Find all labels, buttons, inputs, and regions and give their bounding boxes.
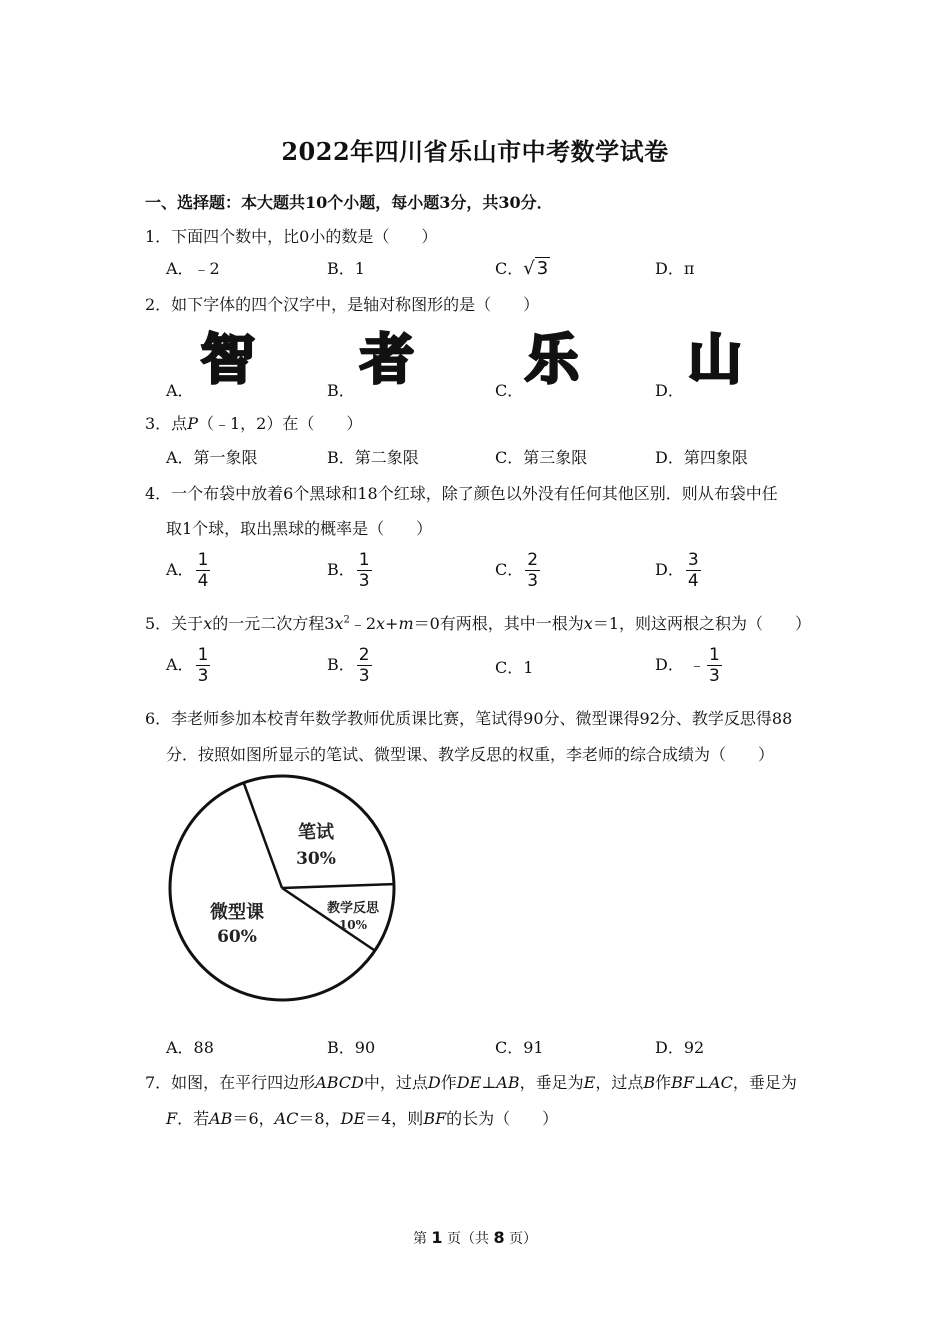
question-5-stem: 5．关于x的一元二次方程$3x^2﹣2x+m=0$有两根，其中一根为x＝1，则这两根之积为（ ） bbox=[145, 614, 812, 633]
question-1-stem: 1．下面四个数中，比0小的数是（ ） bbox=[145, 227, 438, 246]
glyph-zhi-image bbox=[196, 326, 260, 390]
q4-option-b: B． $\frac{1}{3}$ bbox=[327, 550, 370, 591]
slice-label-bishi: 笔试 bbox=[298, 822, 334, 843]
fraction: $\frac{1}{3}$ bbox=[197, 645, 209, 686]
q3-option-d: D．第四象限 bbox=[655, 448, 748, 467]
q4-option-d: D． $\frac{3}{4}$ bbox=[655, 550, 699, 591]
glyph-zhe: 者 bbox=[360, 328, 414, 390]
glyph-zhe-image bbox=[355, 326, 419, 390]
q2-option-d: D． bbox=[655, 381, 684, 400]
q6-option-b: B．90 bbox=[327, 1038, 376, 1057]
q1-option-b: B．1 bbox=[327, 259, 365, 278]
fraction: $\frac{3}{4}$ bbox=[687, 550, 699, 591]
q6-option-a: A．88 bbox=[166, 1038, 214, 1057]
fraction: $\frac{2}{3}$ bbox=[527, 550, 539, 591]
q2-option-b: B． bbox=[327, 381, 355, 400]
q3-option-a: A．第一象限 bbox=[166, 448, 258, 467]
q5-option-c: C．1 bbox=[495, 658, 534, 677]
fraction: $\frac{1}{3}$ bbox=[708, 645, 720, 686]
glyph-shan: 山 bbox=[688, 328, 742, 390]
page-footer: 第 1 页（共 8 页） bbox=[412, 1228, 538, 1247]
fraction: $\frac{1}{3}$ bbox=[358, 550, 370, 591]
q3-option-c: C．第三象限 bbox=[495, 448, 588, 467]
q2-option-a: A． bbox=[166, 381, 194, 400]
page-total: 8 bbox=[493, 1228, 505, 1247]
q5-option-a: A． $\frac{1}{3}$ bbox=[166, 645, 209, 686]
question-6-line-2: 分．按照如图所显示的笔试、微型课、教学反思的权重，李老师的综合成绩为（ ） bbox=[166, 745, 775, 764]
question-3-stem: 3．点P（﹣1，2）在（ ） bbox=[145, 414, 363, 433]
question-7-line-2: F．若AB＝6，AC＝8，DE＝4，则BF的长为（ ） bbox=[166, 1109, 559, 1128]
q4-option-a: A． $\frac{1}{4}$ bbox=[166, 550, 209, 591]
question-4-line-1: 4．一个布袋中放着6个黑球和18个红球，除了颜色以外没有任何其他区别．则从布袋中任 bbox=[145, 484, 778, 503]
q5-option-d: D． ﹣ $\frac{1}{3}$ bbox=[655, 645, 720, 686]
slice-value-weixingke: 60% bbox=[217, 927, 257, 947]
slice-value-bishi: 30% bbox=[296, 849, 336, 869]
glyph-zhi: 智 bbox=[201, 328, 255, 390]
glyph-le-image bbox=[520, 326, 584, 390]
q1-option-c: C．√ 3 bbox=[495, 258, 549, 279]
question-2-stem: 2．如下字体的四个汉字中，是轴对称图形的是（ ） bbox=[145, 295, 540, 314]
glyph-shan-image bbox=[683, 326, 747, 390]
q1-option-a: A．﹣2 bbox=[166, 259, 220, 278]
question-6-line-1: 6．李老师参加本校青年数学教师优质课比赛，笔试得90分、微型课得92分、教学反思得88 bbox=[145, 709, 793, 728]
q4-option-c: C． $\frac{2}{3}$ bbox=[495, 550, 539, 591]
sqrt-expression: √ 3 bbox=[523, 258, 549, 279]
glyph-le: 乐 bbox=[525, 328, 579, 390]
page-title: 2022年四川省乐山市中考数学试卷 bbox=[281, 137, 669, 166]
weights-pie-chart bbox=[160, 770, 400, 1010]
fraction: $\frac{2}{3}$ bbox=[358, 645, 370, 686]
slice-label-fansi: 教学反思 bbox=[326, 901, 380, 916]
q1-option-d: D．π bbox=[655, 259, 695, 278]
fraction: $\frac{1}{4}$ bbox=[197, 550, 209, 591]
question-7-line-1: 7．如图，在平行四边形ABCD中，过点D作DE⊥AB，垂足为E，过点B作BF⊥AC，垂足为 bbox=[145, 1073, 797, 1092]
q6-option-c: C．91 bbox=[495, 1038, 544, 1057]
page-number: 1 bbox=[431, 1228, 443, 1247]
q5-option-b: B． $\frac{2}{3}$ bbox=[327, 645, 370, 686]
slice-value-fansi: 10% bbox=[338, 918, 368, 932]
q2-option-c: C． bbox=[495, 381, 524, 400]
q6-option-d: D．92 bbox=[655, 1038, 705, 1057]
q3-option-b: B．第二象限 bbox=[327, 448, 419, 467]
slice-label-weixingke: 微型课 bbox=[210, 902, 264, 923]
section-heading: 一、选择题：本大题共10个小题，每小题3分，共30分． bbox=[145, 193, 553, 212]
question-4-line-2: 取1个球，取出黑球的概率是（ ） bbox=[166, 519, 433, 538]
